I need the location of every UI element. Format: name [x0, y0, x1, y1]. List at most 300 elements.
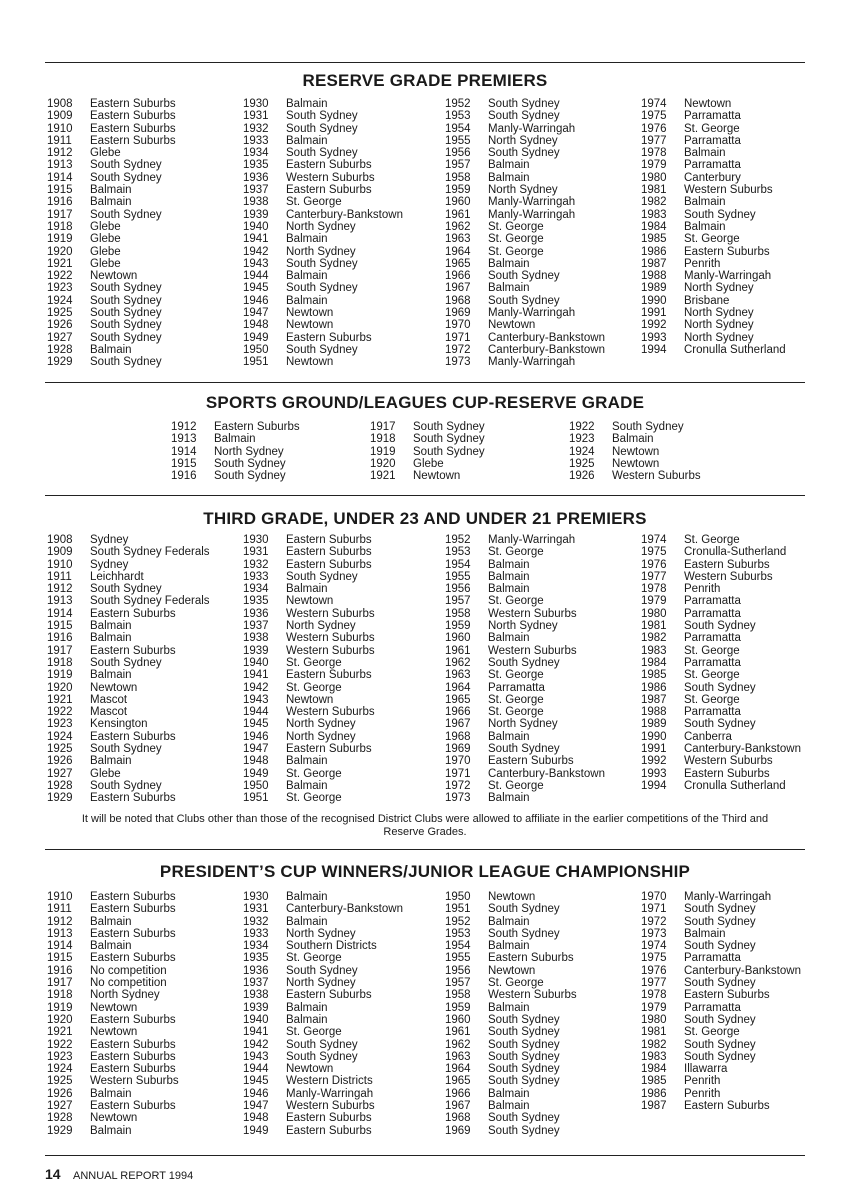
year: 1993: [641, 767, 667, 780]
club-name: North Sydney: [488, 184, 558, 197]
premiership-row: [243, 940, 403, 952]
year: 1991: [641, 307, 667, 320]
year-column: [641, 891, 801, 1112]
premiership-row: [641, 184, 786, 196]
club-name: South Sydney: [684, 1038, 756, 1051]
premiership-row: [445, 1039, 577, 1051]
year: 1908: [47, 98, 73, 110]
club-name: South Sydney: [286, 570, 358, 583]
year-column: [171, 421, 300, 482]
premiership-row: [445, 657, 605, 669]
club-name: Eastern Suburbs: [286, 159, 372, 172]
premiership-row: [370, 446, 485, 458]
premiership-row: [243, 135, 403, 147]
premiership-row: [445, 233, 605, 245]
premiership-row: [641, 270, 786, 282]
year: 1926: [47, 319, 73, 332]
year-column: [569, 421, 701, 482]
year: 1917: [47, 977, 73, 990]
year: 1974: [641, 940, 667, 953]
club-name: Newtown: [488, 891, 536, 903]
year: 1944: [243, 1063, 269, 1076]
club-name: Balmain: [286, 294, 328, 307]
club-name: South Sydney: [286, 1038, 358, 1051]
year: 1987: [641, 257, 667, 270]
club-name: Cronulla-Sutherland: [684, 546, 787, 559]
year: 1975: [641, 952, 667, 965]
year: 1935: [243, 952, 269, 965]
club-name: Eastern Suburbs: [286, 989, 372, 1002]
year: 1958: [445, 607, 471, 620]
year: 1928: [47, 343, 73, 356]
year: 1926: [47, 1087, 73, 1100]
club-name: Parramatta: [684, 607, 741, 620]
year: 1945: [243, 1075, 269, 1088]
club-name: South Sydney: [90, 331, 162, 344]
premiership-row: [47, 344, 176, 356]
club-name: South Sydney: [684, 1013, 756, 1026]
club-name: Balmain: [90, 669, 132, 682]
premiership-row: [47, 780, 210, 792]
premiership-row: [47, 903, 179, 915]
premiership-row: [445, 632, 605, 644]
club-name: Balmain: [286, 233, 328, 246]
year: 1943: [243, 257, 269, 270]
year: 1981: [641, 620, 667, 633]
year: 1923: [47, 718, 73, 731]
club-name: Western Suburbs: [684, 755, 773, 768]
year: 1967: [445, 282, 471, 295]
premiership-row: [445, 307, 605, 319]
premiership-row: [47, 233, 176, 245]
year: 1971: [445, 331, 471, 344]
club-name: South Sydney: [286, 122, 358, 135]
club-name: South Sydney: [684, 1050, 756, 1063]
club-name: Balmain: [488, 171, 530, 184]
year: 1949: [243, 331, 269, 344]
premiership-row: [445, 755, 605, 767]
year: 1973: [445, 356, 471, 369]
club-name: Eastern Suburbs: [488, 755, 574, 768]
premiership-row: [445, 916, 577, 928]
year: 1960: [445, 196, 471, 209]
club-name: Canterbury-Bankstown: [286, 208, 403, 221]
premiership-row: [47, 534, 210, 546]
year: 1921: [47, 257, 73, 270]
year: 1987: [641, 693, 667, 706]
year: 1908: [47, 534, 73, 546]
premiership-row: [445, 1051, 577, 1063]
premiership-row: [47, 135, 176, 147]
premiership-row: [47, 743, 210, 755]
premiership-row: [445, 965, 577, 977]
premiership-row: [445, 295, 605, 307]
club-name: Parramatta: [684, 159, 741, 172]
year: 1952: [445, 98, 471, 110]
year: 1921: [47, 693, 73, 706]
club-name: Balmain: [684, 196, 726, 209]
premiership-row: [445, 147, 605, 159]
year: 1930: [243, 534, 269, 546]
club-name: Glebe: [90, 233, 121, 246]
year: 1928: [47, 779, 73, 792]
club-name: Western Suburbs: [684, 184, 773, 197]
club-name: Newtown: [286, 356, 334, 369]
club-name: Canterbury-Bankstown: [684, 964, 801, 977]
premiership-row: [47, 258, 176, 270]
club-name: Eastern Suburbs: [684, 558, 770, 571]
year: 1909: [47, 546, 73, 559]
premiership-row: [641, 546, 801, 558]
club-name: South Sydney: [684, 977, 756, 990]
club-name: South Sydney: [286, 1050, 358, 1063]
premiership-row: [641, 977, 801, 989]
premiership-row: [641, 891, 801, 903]
club-name: Balmain: [488, 915, 530, 928]
club-name: St. George: [488, 245, 544, 258]
premiership-row: [569, 458, 701, 470]
premiership-row: [47, 221, 176, 233]
year: 1914: [171, 445, 197, 458]
club-name: Balmain: [90, 915, 132, 928]
club-name: Balmain: [90, 343, 132, 356]
year: 1986: [641, 245, 667, 258]
premiership-row: [641, 645, 801, 657]
year: 1975: [641, 110, 667, 123]
club-name: Canterbury-Bankstown: [684, 743, 801, 756]
premiership-row: [445, 792, 605, 804]
club-name: Balmain: [684, 220, 726, 233]
year: 1935: [243, 159, 269, 172]
year: 1978: [641, 147, 667, 160]
premiership-row: [47, 731, 210, 743]
club-name: Canberra: [684, 730, 732, 743]
premiership-row: [243, 295, 403, 307]
year: 1966: [445, 706, 471, 719]
year-column: [243, 98, 403, 369]
club-name: South Sydney: [286, 343, 358, 356]
year: 1955: [445, 134, 471, 147]
section-divider: [45, 495, 805, 496]
premiership-row: [47, 755, 210, 767]
premiership-row: [243, 657, 375, 669]
club-name: Western Suburbs: [488, 644, 577, 657]
premiership-row: [243, 307, 403, 319]
premiership-row: [445, 952, 577, 964]
premiership-row: [445, 1002, 577, 1014]
club-name: North Sydney: [286, 245, 356, 258]
premiership-row: [243, 184, 403, 196]
year: 1968: [445, 294, 471, 307]
premiership-row: [243, 258, 403, 270]
year: 1945: [243, 718, 269, 731]
premiership-row: [47, 657, 210, 669]
club-name: Glebe: [90, 245, 121, 258]
club-name: Newtown: [286, 319, 334, 332]
footnote-line: Reserve Grades.: [383, 826, 467, 838]
premiership-row: [569, 421, 701, 433]
club-name: South Sydney: [488, 110, 560, 123]
year: 1948: [243, 755, 269, 768]
premiership-row: [641, 952, 801, 964]
year: 1981: [641, 1026, 667, 1039]
club-name: South Sydney: [684, 940, 756, 953]
premiership-row: [445, 928, 577, 940]
premiership-row: [445, 989, 577, 1001]
club-name: Newtown: [90, 1001, 138, 1014]
premiership-row: [243, 344, 403, 356]
premiership-row: [445, 319, 605, 331]
year: 1953: [445, 927, 471, 940]
club-name: South Sydney: [214, 470, 286, 483]
club-name: Leichhardt: [90, 570, 144, 583]
premiership-row: [370, 458, 485, 470]
year: 1938: [243, 196, 269, 209]
publication-name: ANNUAL REPORT 1994: [73, 1170, 194, 1182]
year: 1933: [243, 134, 269, 147]
year: 1974: [641, 534, 667, 546]
premiership-row: [445, 559, 605, 571]
premiership-row: [47, 1002, 179, 1014]
year: 1972: [445, 779, 471, 792]
premiership-row: [641, 706, 801, 718]
year: 1993: [641, 331, 667, 344]
club-name: Manly-Warringah: [488, 196, 576, 209]
premiership-row: [641, 233, 786, 245]
year: 1968: [445, 1112, 471, 1125]
year: 1956: [445, 964, 471, 977]
premiership-row: [641, 282, 786, 294]
premiership-row: [370, 470, 485, 482]
premiership-row: [445, 645, 605, 657]
premiership-row: [445, 620, 605, 632]
year: 1977: [641, 977, 667, 990]
year: 1931: [243, 903, 269, 916]
club-name: South Sydney: [488, 1026, 560, 1039]
year: 1977: [641, 570, 667, 583]
club-name: Eastern Suburbs: [488, 952, 574, 965]
club-name: Newtown: [286, 1063, 334, 1076]
premiership-row: [243, 1075, 403, 1087]
club-name: Glebe: [90, 220, 121, 233]
premiership-row: [47, 270, 176, 282]
club-name: North Sydney: [684, 282, 754, 295]
club-name: Western Suburbs: [286, 706, 375, 719]
year: 1970: [641, 891, 667, 903]
year: 1971: [445, 767, 471, 780]
top-rule: [45, 62, 805, 63]
premiership-row: [243, 172, 403, 184]
year: 1943: [243, 1050, 269, 1063]
club-name: Newtown: [90, 1112, 138, 1125]
year: 1911: [47, 134, 72, 147]
year: 1985: [641, 669, 667, 682]
year-column: [47, 891, 179, 1137]
year: 1942: [243, 681, 269, 694]
year: 1970: [445, 319, 471, 332]
club-name: Southern Districts: [286, 940, 377, 953]
club-name: Western Suburbs: [612, 470, 701, 483]
year: 1920: [47, 245, 73, 258]
year: 1948: [243, 1112, 269, 1125]
premiership-row: [445, 595, 605, 607]
year: 1960: [445, 632, 471, 645]
club-name: Brisbane: [684, 294, 730, 307]
premiership-row: [47, 669, 210, 681]
club-name: Eastern Suburbs: [90, 1050, 176, 1063]
year: 1976: [641, 558, 667, 571]
premiership-row: [641, 159, 786, 171]
year: 1964: [445, 1063, 471, 1076]
club-name: Eastern Suburbs: [90, 1038, 176, 1051]
premiership-row: [641, 694, 801, 706]
club-name: Cronulla Sutherland: [684, 779, 786, 792]
year: 1927: [47, 767, 73, 780]
club-name: Eastern Suburbs: [90, 927, 176, 940]
year: 1922: [47, 270, 73, 283]
premiership-row: [641, 246, 786, 258]
year: 1990: [641, 294, 667, 307]
club-name: St. George: [488, 693, 544, 706]
premiership-row: [47, 295, 176, 307]
premiership-row: [445, 1026, 577, 1038]
premiership-row: [243, 780, 375, 792]
page-footer: [45, 1166, 193, 1182]
year: 1944: [243, 706, 269, 719]
year: 1955: [445, 570, 471, 583]
year: 1971: [641, 903, 667, 916]
club-name: Balmain: [286, 1001, 328, 1014]
club-name: Eastern Suburbs: [286, 558, 372, 571]
premiership-row: [641, 903, 801, 915]
premiership-row: [641, 620, 801, 632]
premiership-row: [445, 258, 605, 270]
club-name: St. George: [488, 546, 544, 559]
reserve-grade-table: [47, 98, 807, 373]
club-name: South Sydney: [488, 1063, 560, 1076]
year: 1978: [641, 989, 667, 1002]
premiership-row: [171, 421, 300, 433]
club-name: South Sydney: [684, 718, 756, 731]
year: 1916: [47, 632, 73, 645]
year: 1920: [47, 1013, 73, 1026]
year: 1922: [47, 1038, 73, 1051]
club-name: South Sydney: [488, 743, 560, 756]
year: 1911: [47, 570, 72, 583]
club-name: South Sydney: [90, 656, 162, 669]
year: 1984: [641, 656, 667, 669]
premiership-row: [243, 755, 375, 767]
premiership-row: [641, 989, 801, 1001]
premiership-row: [445, 718, 605, 730]
club-name: St. George: [488, 233, 544, 246]
club-name: Newtown: [684, 98, 732, 110]
club-name: Eastern Suburbs: [286, 669, 372, 682]
premiership-row: [243, 645, 375, 657]
premiership-row: [243, 1100, 403, 1112]
club-name: St. George: [286, 952, 342, 965]
year: 1917: [370, 421, 396, 433]
club-name: Eastern Suburbs: [90, 903, 176, 916]
club-name: Glebe: [90, 147, 121, 160]
premiership-row: [641, 559, 801, 571]
premiership-row: [171, 433, 300, 445]
club-name: Eastern Suburbs: [90, 891, 176, 903]
premiership-row: [445, 534, 605, 546]
club-name: Balmain: [488, 632, 530, 645]
year: 1963: [445, 1050, 471, 1063]
premiership-row: [641, 595, 801, 607]
year: 1956: [445, 147, 471, 160]
club-name: North Sydney: [488, 718, 558, 731]
premiership-row: [243, 608, 375, 620]
club-name: Balmain: [90, 755, 132, 768]
year: 1910: [47, 891, 73, 903]
premiership-row: [243, 147, 403, 159]
year: 1982: [641, 196, 667, 209]
premiership-row: [47, 571, 210, 583]
club-name: Balmain: [90, 1087, 132, 1100]
year: 1972: [641, 915, 667, 928]
club-name: Manly-Warringah: [684, 270, 772, 283]
premiership-row: [47, 559, 210, 571]
club-name: St. George: [488, 595, 544, 608]
year: 1921: [370, 470, 396, 483]
club-name: Eastern Suburbs: [684, 245, 770, 258]
premiership-row: [641, 258, 786, 270]
premiership-row: [641, 755, 801, 767]
premiership-row: [47, 645, 210, 657]
club-name: Glebe: [413, 457, 444, 470]
premiership-row: [641, 916, 801, 928]
year: 1969: [445, 1124, 471, 1137]
year: 1982: [641, 1038, 667, 1051]
premiership-row: [641, 743, 801, 755]
club-name: North Sydney: [286, 977, 356, 990]
premiership-row: [243, 110, 403, 122]
club-name: St. George: [286, 1026, 342, 1039]
year-column: [445, 534, 605, 805]
club-name: Canterbury: [684, 171, 741, 184]
premiership-row: [243, 571, 375, 583]
premiership-row: [47, 768, 210, 780]
year: 1947: [243, 1100, 269, 1113]
year: 1933: [243, 570, 269, 583]
year: 1925: [47, 307, 73, 320]
club-name: South Sydney: [90, 208, 162, 221]
premiership-row: [445, 706, 605, 718]
premiership-row: [445, 1014, 577, 1026]
year: 1951: [445, 903, 471, 916]
premiership-row: [641, 534, 801, 546]
club-name: St. George: [286, 792, 342, 805]
year: 1915: [47, 184, 73, 197]
club-name: Parramatta: [684, 952, 741, 965]
club-name: Eastern Suburbs: [286, 1112, 372, 1125]
club-name: South Sydney: [684, 620, 756, 633]
year: 1941: [243, 233, 269, 246]
club-name: South Sydney: [413, 421, 485, 433]
year: 1966: [445, 270, 471, 283]
club-name: Manly-Warringah: [488, 356, 576, 369]
club-name: Balmain: [488, 940, 530, 953]
club-name: Eastern Suburbs: [90, 1100, 176, 1113]
club-name: Eastern Suburbs: [90, 122, 176, 135]
premiership-row: [445, 196, 605, 208]
club-name: St. George: [684, 1026, 740, 1039]
club-name: Balmain: [90, 196, 132, 209]
premiership-row: [243, 952, 403, 964]
